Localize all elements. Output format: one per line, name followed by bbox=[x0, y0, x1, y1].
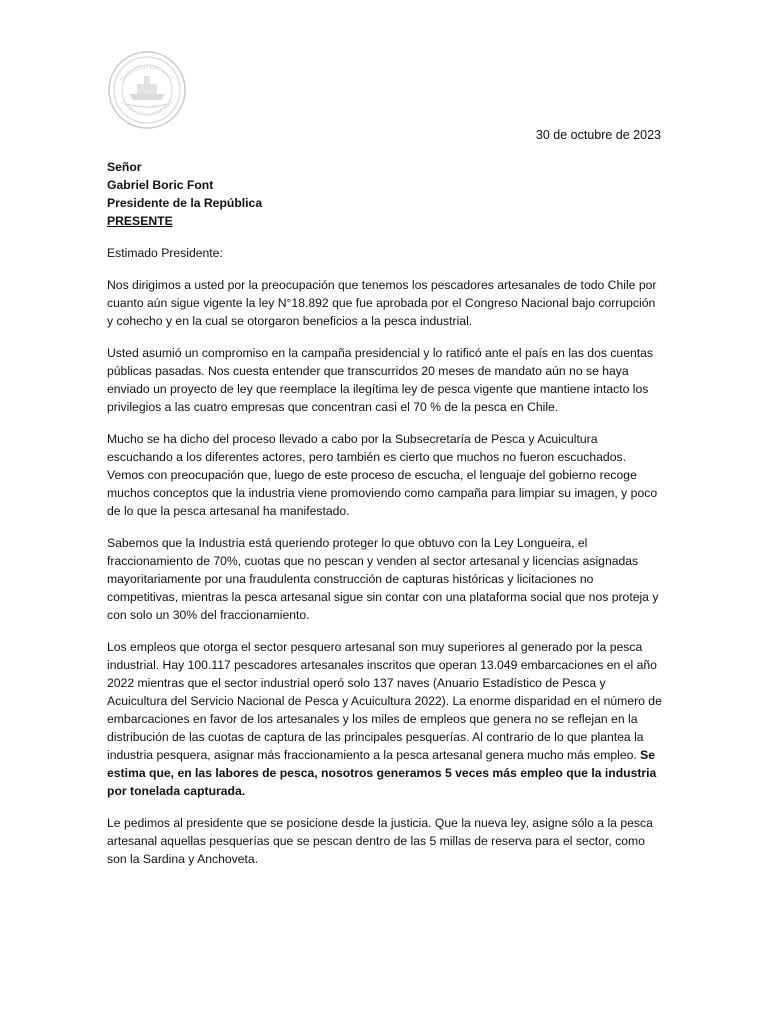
paragraph-3: Mucho se ha dicho del proceso llevado a cabo por la Subsecretaría de Pesca y Acuicultura escuchando a los diferentes actores, pero también es cierto que muchos no fueron escuchados. Vemos con preocupación que, luego de este proceso de escucha, el lenguaje del gobierno recoge muchos conceptos que la industria viene promoviendo como campaña para limpiar su imagen, y poco de lo que la pesca artesanal ha manifestado. bbox=[107, 432, 658, 518]
paragraph-5-bold-text: Se estima que, en las labores de pesca, nosotros generamos 5 veces más empleo que la industria por tonelada capturada. bbox=[107, 748, 657, 798]
paragraph-1: Nos dirigimos a usted por la preocupación que tenemos los pescadores artesanales de todo Chile por cuanto aún sigue vigente la ley N°18.892 que fue aprobada por el Congreso Nacional bajo corrupción y cohecho y en la cual se otorgaron beneficios a la pesca industrial. bbox=[107, 278, 657, 328]
letter-body bbox=[107, 158, 663, 868]
paragraph-5 bbox=[107, 638, 663, 800]
letter-date: 30 de octubre de 2023 bbox=[535, 128, 661, 142]
paragraph-2: Usted asumió un compromiso en la campaña presidencial y lo ratificó ante el país en las dos cuentas públicas pasadas. Nos cuesta entender que transcurridos 20 meses de mandato aún no se haya enviado un proyecto de ley que reemplace la ilegítima ley de pesca vigente que mantiene intacto los privilegios a las cuatro empresas que concentran casi el 70 % de la pesca en Chile. bbox=[107, 346, 654, 414]
paragraph-5-text: Los empleos que otorga el sector pesquero artesanal son muy superiores al generado por la pesca industrial. Hay 100.117 pescadores artesanales inscritos que operan 13.049 embarcaciones en el año 2022 mientras que el sector industrial operó solo 137 naves (Anuario Estadístico de Pesca y Acuicultura del Servicio Nacional de Pesca y Acuicultura 2022). La enorme disparidad en el número de embarcaciones en favor de los artesanales y los miles de empleos que genera no se reflejan en la distribución de las cuotas de captura de las principales pesquerías. Al contrario de lo que plantea la industria pesquera, asignar más fraccionamiento a la pesca artesanal genera mucho más empleo. bbox=[107, 640, 662, 762]
addressee-presente: PRESENTE bbox=[107, 214, 173, 228]
addressee-name: Gabriel Boric Font bbox=[107, 178, 214, 192]
addressee-position: Presidente de la República bbox=[107, 196, 263, 210]
paragraph-4: Sabemos que la Industria está queriendo proteger lo que obtuvo con la Ley Longueira, el fraccionamiento de 70%, cuotas que no pescan y venden al sector artesanal y licencias asignadas mayoritariamente por una fraudulenta construcción de capturas históricas y licitaciones no competitivas, mientras la pesca artesanal sigue sin contar con una plataforma social que nos proteja y con solo un 30% del fraccionamiento. bbox=[107, 536, 659, 622]
addressee-title: Señor bbox=[107, 160, 142, 174]
official-seal-icon bbox=[107, 50, 187, 130]
addressee-block bbox=[107, 158, 663, 230]
salutation: Estimado Presidente: bbox=[107, 246, 223, 260]
paragraph-6: Le pedimos al presidente que se posicione desde la justicia. Que la nueva ley, asigne sólo a la pesca artesanal aquellas pesquerías que se pescan dentro de las 5 millas de reserva para el sector, como son la Sardina y Anchoveta. bbox=[107, 816, 653, 866]
